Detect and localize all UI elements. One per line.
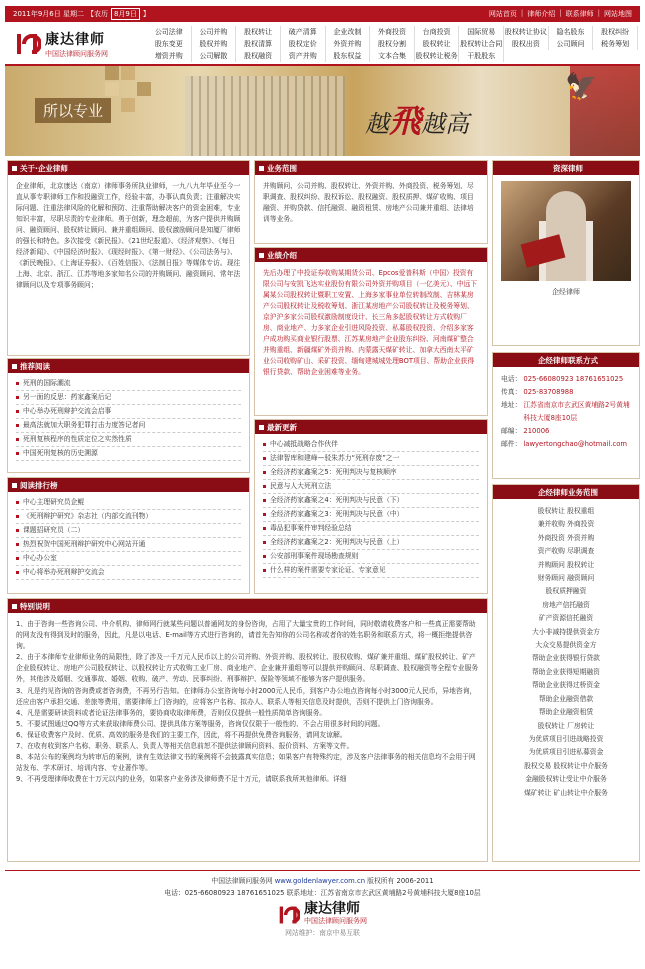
list-item[interactable] (263, 466, 479, 480)
menu-item[interactable]: 股权并购 (192, 38, 237, 50)
cases-panel (254, 247, 488, 416)
biz-item[interactable]: 兼并收购 外商投资 (537, 520, 595, 529)
list-item[interactable] (263, 536, 479, 550)
contact-row (501, 425, 631, 438)
biz-item[interactable]: 为优质项目引进战略投资 (528, 734, 604, 743)
notice-item: 6、保证收费客户及时、优质、高效的服务是我们的主要工作，因此，将不再提供免费咨询服务，请网友谅解。 (16, 730, 347, 739)
lawyer-photo[interactable] (501, 181, 631, 281)
news-item-text: 全经济药家鑫案之4：死刑判决与民意（下） (270, 496, 404, 504)
recommend-item-text: 中国死刑复核的历史溯源 (23, 449, 98, 457)
notice-list (8, 613, 487, 791)
contact-header: 企经律师联系方式 (493, 353, 639, 367)
menu-item[interactable]: 外商投资 (370, 26, 415, 38)
ranking-item-text: 中心主理研究员企鲲 (23, 498, 85, 506)
bullet-icon (16, 424, 19, 427)
news-item-text: 什么样的案件需要专家论证、专家意见 (270, 566, 386, 574)
list-item[interactable] (16, 433, 241, 447)
about-panel (7, 160, 250, 356)
top-links: 网站首页 | 律师介绍 | 联系律师 | 网站地图 (488, 9, 632, 18)
bullet-icon (263, 569, 266, 572)
recommend-header: 推荐阅读 (8, 359, 249, 373)
contact-panel (492, 352, 640, 479)
bullet-icon (16, 543, 19, 546)
bullet-icon (16, 382, 19, 385)
biz-item[interactable]: 外商投资 外资并购 (537, 533, 595, 542)
news-item-text: 中心减抵战略合作伙伴 (270, 440, 338, 448)
biz-item[interactable]: 股权转让 股权重组 (537, 507, 595, 515)
biz-item[interactable]: 股权交易 股权转让中介服务 (524, 761, 608, 770)
biz-item[interactable]: 资产收购 尽职调查 (537, 547, 595, 556)
about-text: 企业律师，北京康达（南京）律师事务所执业律师，一九八九年毕业至今一直从事专职律师工作和投融资工作，经验丰富，办事认真负责；注重解决实际问题、注重法律风险的化解和预防、注重帮助解决客户的资金困难，专业知识丰富，尽职尽责的专业律师。勇于创新，理念超前，为客户提供并购顾问、融资顾问、股权转让顾问、兼并重组顾问、股权激励顾问是知厦厂律师的强长和特色。多次接受《新民报》、《21世纪报道》、《经济观察》、《每日经济新闻》、《中国经济时报》、《现经时报》、《第一财经》、《公司法务与》、《新民晚报》、《上海证券报》、《百姓信报》、《法制日报》等媒体专访。现往上海、北京、浙江、江苏等地多家知名公司的并购顾问、融资顾问、常年法律顾问以及专项事务顾问； (16, 182, 241, 289)
ranking-header: 阅读排行榜 (8, 478, 249, 492)
bullet-icon (263, 527, 266, 530)
menu-item[interactable]: 公司法律 (147, 26, 192, 38)
bullet-icon (16, 452, 19, 455)
menu-item[interactable]: 公司顾问 (549, 38, 594, 50)
banner-slogan-left: 所以专业 (35, 98, 111, 123)
banner (5, 66, 640, 156)
business-text: 并购顾问、公司并购、股权转让、外资并购、外商投资、税务筹划、尽职调查、股权纠纷、股权诉讼、股权融资、股权质押、煤矿收购、项目融资、并购贷款、信托融资、融资租赁、房地产公司兼并重组、法律培训等业务。 (263, 182, 474, 223)
bullet-icon (16, 396, 19, 399)
ranking-list (8, 492, 249, 584)
link-lawyer-intro[interactable]: 律师介绍 (527, 10, 556, 18)
logo-name: 康达律师 (45, 32, 105, 48)
logo-sub: 中国法律顾问服务网 (45, 50, 108, 58)
menu-item[interactable]: 股权融资 (236, 50, 281, 62)
menu-item[interactable]: 股东变更 (147, 38, 192, 50)
list-item[interactable] (16, 391, 241, 405)
biz-item[interactable]: 股权转让 厂房转让 (537, 721, 595, 730)
bullet-icon (263, 457, 266, 460)
ranking-item-text: 中心办公室 (23, 554, 57, 562)
list-item[interactable] (16, 419, 241, 433)
menu-item[interactable]: 国际贸易 (459, 26, 504, 38)
notice-item: 9、不再受理律师收费在十万元以内的业务，如果客户业务涉及律师费不足十万元，请联系我所其他律师。详细 (16, 775, 347, 784)
date-display (13, 8, 150, 20)
list-item[interactable] (263, 480, 479, 494)
biz-list (493, 499, 639, 806)
menu-item[interactable]: 税务筹划 (593, 38, 638, 50)
ranking-panel (7, 477, 250, 594)
list-item[interactable] (263, 522, 479, 536)
biz-item[interactable]: 帮助企业获得银行贷款 (532, 654, 600, 663)
lunar-date: 8月9日 (111, 8, 140, 20)
recommend-item-text: 死刑复核程序的性质定位之实然性质 (23, 435, 132, 443)
bullet-icon (16, 410, 19, 413)
contact-value[interactable]: 江苏省南京市玄武区黄埔路2号黄埔科技大厦8座10层 (523, 401, 630, 422)
main-menu (145, 24, 640, 64)
list-item[interactable] (263, 452, 479, 466)
list-item[interactable] (263, 494, 479, 508)
recommend-item-text: 另一面的反思：药家鑫案后记 (23, 393, 112, 401)
menu-item[interactable]: 企业改制 (326, 26, 371, 38)
list-item[interactable] (16, 510, 241, 524)
list-item[interactable] (16, 377, 241, 391)
contact-rows (493, 367, 639, 457)
biz-header: 企经律师业务范围 (493, 485, 639, 499)
lunar-prefix: 【农历 (86, 10, 108, 18)
menu-item[interactable]: 股权出资 (504, 38, 549, 50)
biz-item[interactable]: 财务顾问 融资顾问 (537, 574, 595, 583)
biz-item[interactable]: 矿产资源信托融资 (538, 614, 594, 623)
menu-item[interactable]: 股权转让 (236, 26, 281, 38)
list-item[interactable] (16, 405, 241, 419)
footer (5, 866, 640, 939)
news-item-text: 全经济药家鑫案之3：死刑判决与民意（中） (270, 510, 404, 518)
bullet-icon (263, 555, 266, 558)
banner-grid-decoration (105, 66, 165, 126)
news-list (255, 434, 487, 582)
news-item-text: 公安部刑事案件现场勘查规则 (270, 552, 359, 560)
menu-item[interactable]: 股权清算 (236, 38, 281, 50)
news-item-text: 民意与人大死刑立法 (270, 482, 332, 490)
menu-item[interactable]: 股权分割 (370, 38, 415, 50)
list-item[interactable] (16, 538, 241, 552)
bullet-icon (263, 541, 266, 544)
contact-key: 邮编： (501, 427, 522, 435)
recommend-panel (7, 358, 250, 473)
biz-item[interactable]: 大小非减持提供资金方 (532, 627, 600, 636)
bullet-icon (263, 499, 266, 502)
list-item[interactable] (16, 524, 241, 538)
bullet-icon (16, 501, 19, 504)
menu-item[interactable]: 公司解散 (192, 50, 237, 62)
menu-item[interactable]: 股东权益 (326, 50, 371, 62)
menu-item[interactable]: 股权转让 (415, 38, 460, 50)
contact-row (501, 438, 631, 451)
notice-item: 7、在收有收到客户名称、职务、联系人、负责人等相关信息前恕不提供法律顾问资料、报价资料、方案等文件。 (16, 742, 354, 751)
bullet-icon (16, 529, 19, 532)
date-text: 2011年9月6日 星期二 (13, 10, 84, 18)
contact-key: 传真： (501, 388, 522, 396)
bullet-icon (263, 513, 266, 516)
menu-item[interactable]: 公司并购 (192, 26, 237, 38)
menu-item[interactable]: 台商投资 (415, 26, 460, 38)
ranking-item-text: 中心将举办死刑辩护交流会 (23, 568, 105, 576)
footer-line1: 中国法律顾问服务网 www.goldenlawyer.com.cn 版权所有 2006-2011 (211, 877, 434, 885)
biz-item[interactable]: 金融股权转让受让中介服务 (525, 775, 607, 784)
bullet-icon (16, 571, 19, 574)
banner-slogan-right: 越飛越高 (365, 102, 470, 140)
news-panel (254, 419, 488, 594)
bullet-icon (16, 438, 19, 441)
biz-panel (492, 484, 640, 862)
contact-value[interactable]: 025-83708988 (523, 388, 574, 396)
notice-header: 特别说明 (8, 599, 487, 613)
menu-item[interactable]: 股权转让合同 (460, 40, 503, 48)
notice-item: 2、由于本律师专业律师业务的局限性，除了涉及一千万元人民币以上的公司并购、外资并购、股权转让、股权收购、煤矿兼并重组、煤矿股权转让、矿产企业股权转让、房地产公司股权转让、以股权转让方式收购工业厂房、商业地产、企业兼并重组等可以提供并购顾问、尽职调查、股权融资等全程专业服务外，其他涉及婚姻、交通事故、婚姻、收购、破产、劳动、民事纠纷、刑事辩护、保险等领域不能够为客户提供服务。 (16, 653, 479, 684)
contact-key: 地址： (501, 401, 522, 409)
biz-item[interactable]: 为优质项目引进私募资金 (528, 748, 604, 757)
footer-url-link[interactable]: www.goldenlawyer.com.cn (274, 877, 365, 885)
contact-row (501, 399, 631, 425)
link-sitemap[interactable]: 网站地图 (604, 10, 632, 18)
biz-item[interactable]: 帮助企业获得短期融资 (532, 667, 600, 676)
ranking-item-text: 《死刑辩护研究》杂志社（内部交流刊物） (23, 512, 153, 520)
menu-item[interactable]: 股权纠纷 (593, 26, 638, 38)
list-item[interactable] (16, 552, 241, 566)
menu-item[interactable]: 破产清算 (281, 26, 326, 38)
business-panel (254, 160, 488, 244)
about-header: 关于·企业律师 (8, 161, 249, 175)
biz-item[interactable]: 并购顾问 股权转让 (537, 560, 595, 569)
footer-logo-mark-icon (278, 904, 300, 926)
notice-panel (7, 598, 488, 862)
biz-item[interactable]: 煤矿转让 矿山转让中介服务 (524, 788, 608, 797)
contact-row (501, 386, 631, 399)
list-item[interactable] (263, 550, 479, 564)
recommend-item-text: 中心举办死刑辩护交流会启事 (23, 407, 112, 415)
link-contact[interactable]: 联系律师 (565, 10, 594, 18)
notice-item: 3、凡是约见咨询的咨询费或者咨询费，不再另行告知。在律师办公室咨询每小时2000元人民币，到客户办公地点咨询每小时3000元人民币，异地咨询，还应由客户承担交通、差旅等费用，需要律师上门咨询的，应将客户名称、拟办人、联系人等相关信息及时提供，否则不提供上门咨询服务。 (16, 686, 477, 706)
menu-item[interactable]: 干股股东 (459, 50, 504, 62)
link-home[interactable]: 网站首页 (488, 10, 517, 18)
notice-item: 1、由于咨询一些咨询公司、中介机构、律师网行就某些问题以普通网友的身份咨询，占用了大量宝贵的工作时间，同时敬请收费客户和一些真正需要帮助的网友没有得到及时的服务，因此，凡是以电话、E-mail等方式进行咨询的，请首先告知你的公司名称或者你的姓名职务和联系方式，将一概拒绝提供咨询。 (16, 620, 476, 651)
list-item[interactable] (16, 566, 241, 580)
list-item[interactable] (263, 564, 479, 578)
lawyer-panel (492, 160, 640, 346)
biz-item[interactable]: 帮助企业融资租赁 (538, 708, 594, 717)
news-item-text: 全经济药家鑫案之5：死刑判决与复核顺序 (270, 468, 397, 476)
menu-item[interactable]: 股权转让协议 (504, 28, 547, 36)
biz-item[interactable]: 大众交易提供资金方 (535, 641, 597, 650)
notice-item: 5、不要试图通过QQ等方式来获取律师费公司、提供具体方案等服务，咨询仅仅限于一般性的、不会占用很多时间的问题。 (16, 719, 385, 728)
contact-key: 邮件： (501, 440, 522, 448)
menu-item[interactable]: 股权定价 (281, 38, 326, 50)
news-item-text: 全经济药家鑫案之2：死刑判决与民意（上） (270, 538, 404, 546)
biz-item[interactable]: 帮助企业获得过桥资金 (532, 681, 600, 690)
news-item-text: 法律智库和建峰—驳朱苏力“死刑存废”之一 (270, 454, 400, 462)
bullet-icon (263, 485, 266, 488)
eagle-icon: 🦅 (565, 72, 598, 102)
list-item[interactable] (16, 447, 241, 461)
footer-maint: 网站维护：南京中易互联 (285, 929, 360, 937)
biz-item[interactable]: 房地产信托融资 (542, 600, 590, 609)
bullet-icon (16, 515, 19, 518)
footer-logo: 康达律师 中国法律顾问服务网 (5, 903, 640, 927)
bullet-icon (16, 557, 19, 560)
court-building-image (185, 76, 345, 156)
lawyer-header: 资深律师 (493, 161, 639, 175)
cases-text: 先后办理了中投证券收购某期货公司、Epcos爱普科斯（中国）投资有限公司与安凯飞达实业股份有限公司外资并购项目（一亿美元）、中远下属某公司股权转让暨职工安置、上海多家事业单位转制改制、吉林某房产公司股权转让及税收筹划、浙江某房地产公司股权转让及税务筹划、京沪沪多家公司股权激励制度设计、长三角多起股权转让方式收购厂房、商业地产、力多家企业引进风险投资、私募股权投资、介绍多家客户成功购买商业银行股票、江苏某房地产企业股东纠纷、河南煤矿整合并购重组、新疆煤矿外资并购、内蒙露天煤矿转让、加拿大西南太平矿业公司收购矿山、采矿投资、缅甸建城城处理BOT项目、帮助企业获得银行贷款、帮助企业困难等业务。 (263, 269, 478, 376)
ranking-item-text: 课题招研究员（二） (23, 526, 85, 534)
cases-header: 业绩介绍 (255, 248, 487, 262)
news-item-text: 毒品犯事案件审判经验总结 (270, 524, 352, 532)
menu-item[interactable]: 股权转让税务 (415, 52, 458, 60)
bullet-icon (263, 471, 266, 474)
lunar-suffix: 】 (142, 10, 150, 18)
menu-item[interactable]: 隐名股东 (549, 26, 594, 38)
news-header: 最新更新 (255, 420, 487, 434)
top-bar (5, 6, 640, 22)
menu-item[interactable]: 文本合集 (370, 50, 415, 62)
header (5, 24, 640, 66)
logo[interactable] (5, 24, 145, 64)
list-item[interactable] (263, 508, 479, 522)
recommend-item-text: 死刑的国际潮流 (23, 379, 71, 387)
menu-item[interactable]: 增资并购 (147, 50, 192, 62)
bullet-icon (263, 443, 266, 446)
contact-value[interactable]: 210006 (523, 427, 550, 435)
biz-item[interactable]: 股权质押融资 (545, 587, 587, 596)
ranking-item-text: 热烈祝贺中国死刑辩护研究中心网站开通 (23, 540, 146, 548)
recommend-list (8, 373, 249, 465)
list-item[interactable] (263, 438, 479, 452)
notice-item: 4、凡是需要研读资料或者论证法律事务的，要协商收取律师费，否则仅仅提供一般性质简单咨询服务。 (16, 708, 327, 717)
contact-value[interactable]: lawyertongchao@hotmail.com (523, 440, 627, 448)
menu-item[interactable]: 外资并购 (326, 38, 371, 50)
footer-line2: 电话：025-66080923 18761651025 联系地址：江苏省南京市玄武区黄埔路2号黄埔科技大厦8座10层 (164, 889, 481, 897)
notice-item: 8、本站公布的案例均为转审后的案例，读有生效法律文书的案例将不会披露真实信息；如果客户有特殊约定，涉及客户法律事务的相关信息均不会用于网站发布、学术研讨、培训内容、专业著作等。 (16, 753, 476, 773)
biz-item[interactable]: 帮助企业融资借款 (538, 694, 594, 703)
menu-item[interactable]: 资产并购 (281, 50, 326, 62)
list-item[interactable] (16, 496, 241, 510)
contact-key: 电话： (501, 375, 522, 383)
lawyer-caption[interactable]: 企经律师 (552, 288, 580, 296)
recommend-item-text: 最高法就加大职务犯罪打击力度答记者问 (23, 421, 146, 429)
contact-row (501, 373, 631, 386)
business-header: 业务范围 (255, 161, 487, 175)
contact-value[interactable]: 025-66080923 18761651025 (523, 375, 624, 383)
logo-mark-icon (15, 31, 41, 57)
